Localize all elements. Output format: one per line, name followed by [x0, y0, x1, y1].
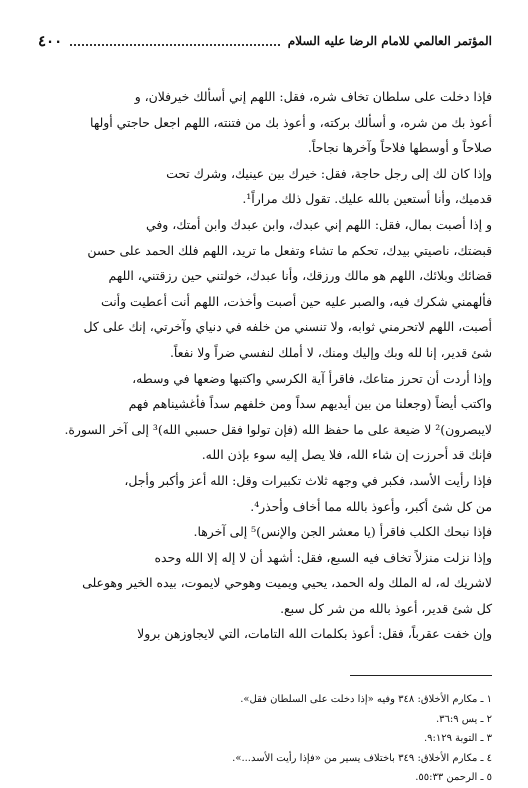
- text-line: واكتب أيضاً (وجعلنا من بين أيديهم سداً ومن خلفهم سداً فأغشيناهم فهم: [128, 396, 492, 412]
- text-line: فألهمني شكرك فيه، والصبر عليه حين أصبت وأخذت، اللهم أنت أعطيت وأنت: [101, 293, 492, 309]
- text-line: لايبصرون)² لا ضيعة على ما حفظ الله (فإن تولوا فقل حسبي الله)³ إلى آخر السورة.: [64, 421, 492, 437]
- text-line: كل شئ قدير، أعوذ بالله من شر كل سبع.: [280, 600, 492, 616]
- footnotes: [38, 690, 492, 788]
- text-line: أعوذ بك من شره، و أسألك بركته، و أعوذ بك من فتنته، اللهم اجعل حاجتي أولها: [90, 114, 492, 130]
- text-line: أصبت، اللهم لاتحرمني ثوابه، ولا تنسني من خلفه في دنياي وآخرتي، إنك على كل: [83, 319, 492, 335]
- running-title: المؤتمر العالمي للامام الرضا عليه السلام: [287, 34, 492, 48]
- footnote: ٣ ـ التوبة ٩:١٢٩.: [423, 733, 492, 745]
- text-line: وإن خفت عقرباً، فقل: أعوذ بكلمات الله التامات، التي لايجاوزهن برولا: [137, 626, 492, 642]
- text-line: قدميك، وأنا أستعين بالله عليك. تقول ذلك مراراً¹.: [242, 191, 492, 207]
- footnote: ١ ـ مكارم الأخلاق: ٣٤٨ وفيه «إذا دخلت على السلطان فقل».: [240, 694, 492, 706]
- text-line: قضائك وبلائك، اللهم هو مالك ورزقك، وأنا عبدك، خولتني حين رزقتني، اللهم: [108, 268, 492, 284]
- text-line: صلاحاً و أوسطها فلاحاً وآخرها نجاحاً.: [307, 140, 492, 156]
- text-line: قبضتك، ناصيتي بيدك، تحكم ما تشاء وتفعل ما تريد، اللهم فلك الحمد على حسن: [87, 242, 492, 258]
- page-number: ٤٠٠: [38, 32, 63, 50]
- footnote-separator: [350, 675, 492, 676]
- text-line: فإنك قد أحرزت إن شاء الله، فلا يصل إليه سوء بإذن الله.: [201, 447, 492, 463]
- header-dotted-leader: [70, 36, 280, 46]
- text-line: من كل شئ أكبر، وأعوذ بالله مما أخاف وأحذر⁴.: [250, 498, 492, 514]
- text-line: وإذا كان لك إلى رجل حاجة، فقل: خيرك بين عينيك، وشرك تحت: [166, 165, 492, 181]
- text-line: و إذا أصبت بمال، فقل: اللهم إني عبدك، وابن عبدك وابن أمتك، وفي: [146, 216, 492, 232]
- footnote: ٥ ـ الرحمن ٥٥:٣٣.: [415, 772, 492, 784]
- footnote: ٢ ـ يس ٣٦:٩.: [435, 713, 492, 725]
- text-line: فإذا دخلت على سلطان تخاف شره، فقل: اللهم إني أسألك خيرفلان، و: [134, 89, 492, 104]
- text-line: وإذا أردت أن تحرز متاعك، فاقرأ آية الكرسي واكتبها وضعها في وسطه،: [132, 370, 492, 386]
- text-line: فإذا نبحك الكلب فاقرأ (يا معشر الجن والإنس)⁵ إلى آخرها.: [193, 524, 492, 540]
- text-line: وإذا نزلت منزلاً تخاف فيه السبع، فقل: أشهد أن لا إله إلا الله وحده: [154, 549, 492, 565]
- text-line: لاشريك له، له الملك وله الحمد، يحيي ويميت وهوحي لايموت، بيده الخير وهوعلى: [82, 575, 492, 591]
- page-header: [38, 30, 492, 52]
- text-line: شئ قدير، إنا لله وبك وإليك ومنك، لا أملك لنفسي ضراً ولا نفعاً.: [169, 344, 492, 360]
- text-line: فإذا رأيت الأسد، فكبر في وجهه ثلاث تكبيرات وقل: الله أعز وأكبر وأجل،: [124, 472, 492, 488]
- footnote: ٤ ـ مكارم الأخلاق: ٣٤٩ باختلاف يسير من «فإذا رأيت الأسد...».: [232, 752, 492, 764]
- body-text: [38, 84, 492, 647]
